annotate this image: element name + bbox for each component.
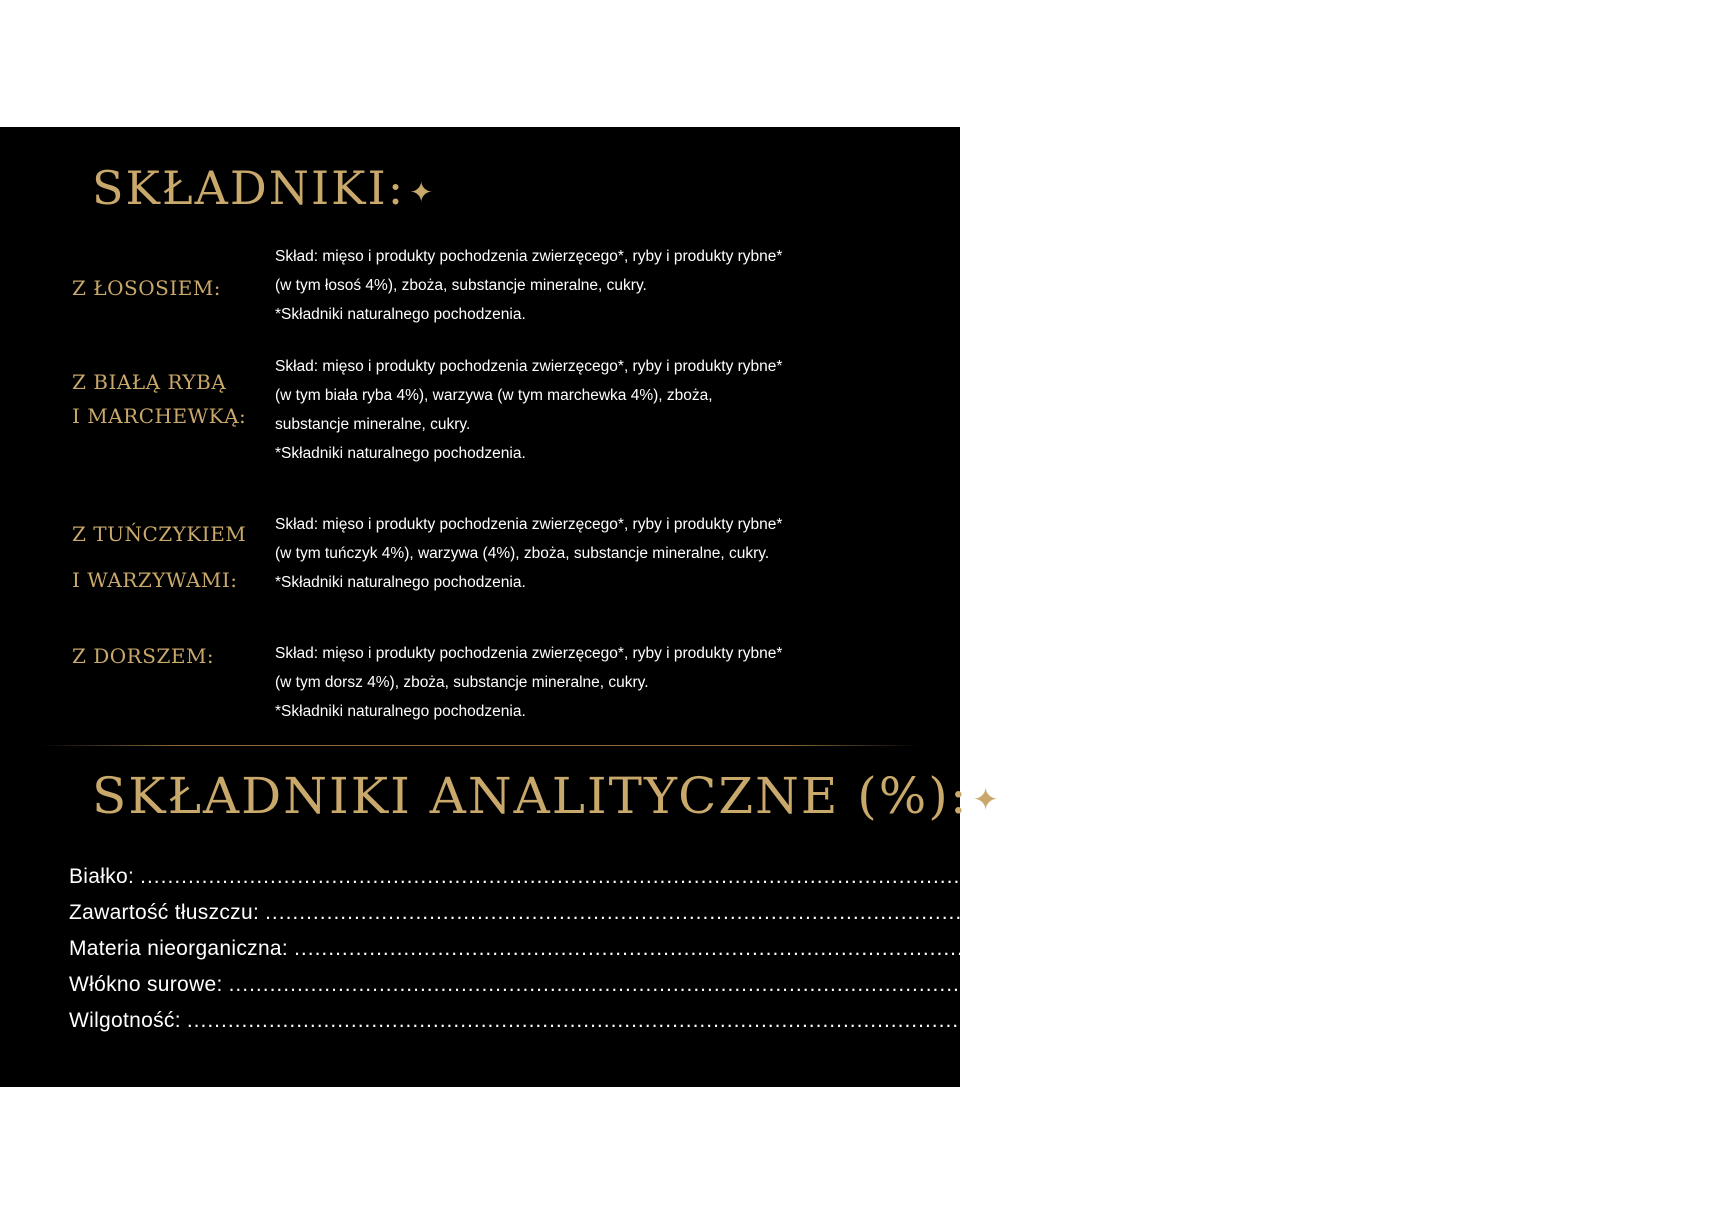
analytics-row-fibre: Włókno surowe: ........................................................................................................................................................................................................ 0,30% [69, 973, 1663, 996]
ingredients-heading: SKŁADNIKI: ✦ [92, 161, 436, 215]
leader-dots: ........................................................................................................................................................................................................ [140, 865, 1508, 888]
sparkle-icon: ✦ [409, 175, 436, 209]
leader-dots: ........................................................................................................................................................................................................ [265, 901, 1632, 924]
variant-text-white-fish: Skład: mięso i produkty pochodzenia zwierzęcego*, ryby i produkty rybne* (w tym biała ryba 4%), warzywa (w tym marchewka 4%), zboża, substancje mineralne, cukry. *Składniki naturalnego pochodzenia. [275, 358, 783, 462]
variant-text-cod: Skład: mięso i produkty pochodzenia zwierzęcego*, ryby i produkty rybne* (w tym dorsz 4%), zboża, substancje mineralne, cukry. *Składniki naturalnego pochodzenia. [275, 645, 783, 720]
variant-name-white-fish: Z BIAŁĄ RYBĄ I MARCHEWKĄ: [72, 370, 247, 428]
section-divider [40, 745, 920, 746]
sparkle-icon: ✦ [972, 782, 1001, 818]
analytics-row-fat: Zawartość tłuszczu: ........................................................................................................................................................................................................ 5,0% [69, 901, 1688, 924]
analytics-row-ash: Materia nieorganiczna: ........................................................................................................................................................................................................ 2,0% [69, 937, 1716, 960]
variant-name-cod: Z DORSZEM: [72, 644, 215, 668]
analytics-row-moisture: Wilgotność: ........................................................................................................................................................................................................ 82,5% [69, 1009, 1621, 1032]
analytics-heading: SKŁADNIKI ANALITYCZNE (%): ✦ [92, 767, 1001, 825]
variant-name-tuna: Z TUŃCZYKIEM I WARZYWAMI: [72, 522, 247, 592]
variant-name-salmon: Z ŁOSOSIEM: [72, 276, 222, 300]
leader-dots: ........................................................................................................................................................................................................ [186, 1009, 1554, 1032]
leader-dots: ........................................................................................................................................................................................................ [228, 973, 1596, 996]
leader-dots: ........................................................................................................................................................................................................ [294, 937, 1661, 960]
variant-text-salmon: Skład: mięso i produkty pochodzenia zwierzęcego*, ryby i produkty rybne* (w tym łosoś 4%), zboża, substancje mineralne, cukry. *Składniki naturalnego pochodzenia. [275, 248, 783, 323]
analytics-row-protein: Białko: ........................................................................................................................................................................................................ 9,5% [69, 865, 1563, 888]
ingredients-panel [0, 127, 1716, 1087]
analytics-list [69, 865, 1716, 1045]
variant-text-tuna: Skład: mięso i produkty pochodzenia zwierzęcego*, ryby i produkty rybne* (w tym tuńczyk 4%), warzywa (4%), zboża, substancje mineralne, cukry. *Składniki naturalnego pochodzenia. [275, 516, 783, 591]
